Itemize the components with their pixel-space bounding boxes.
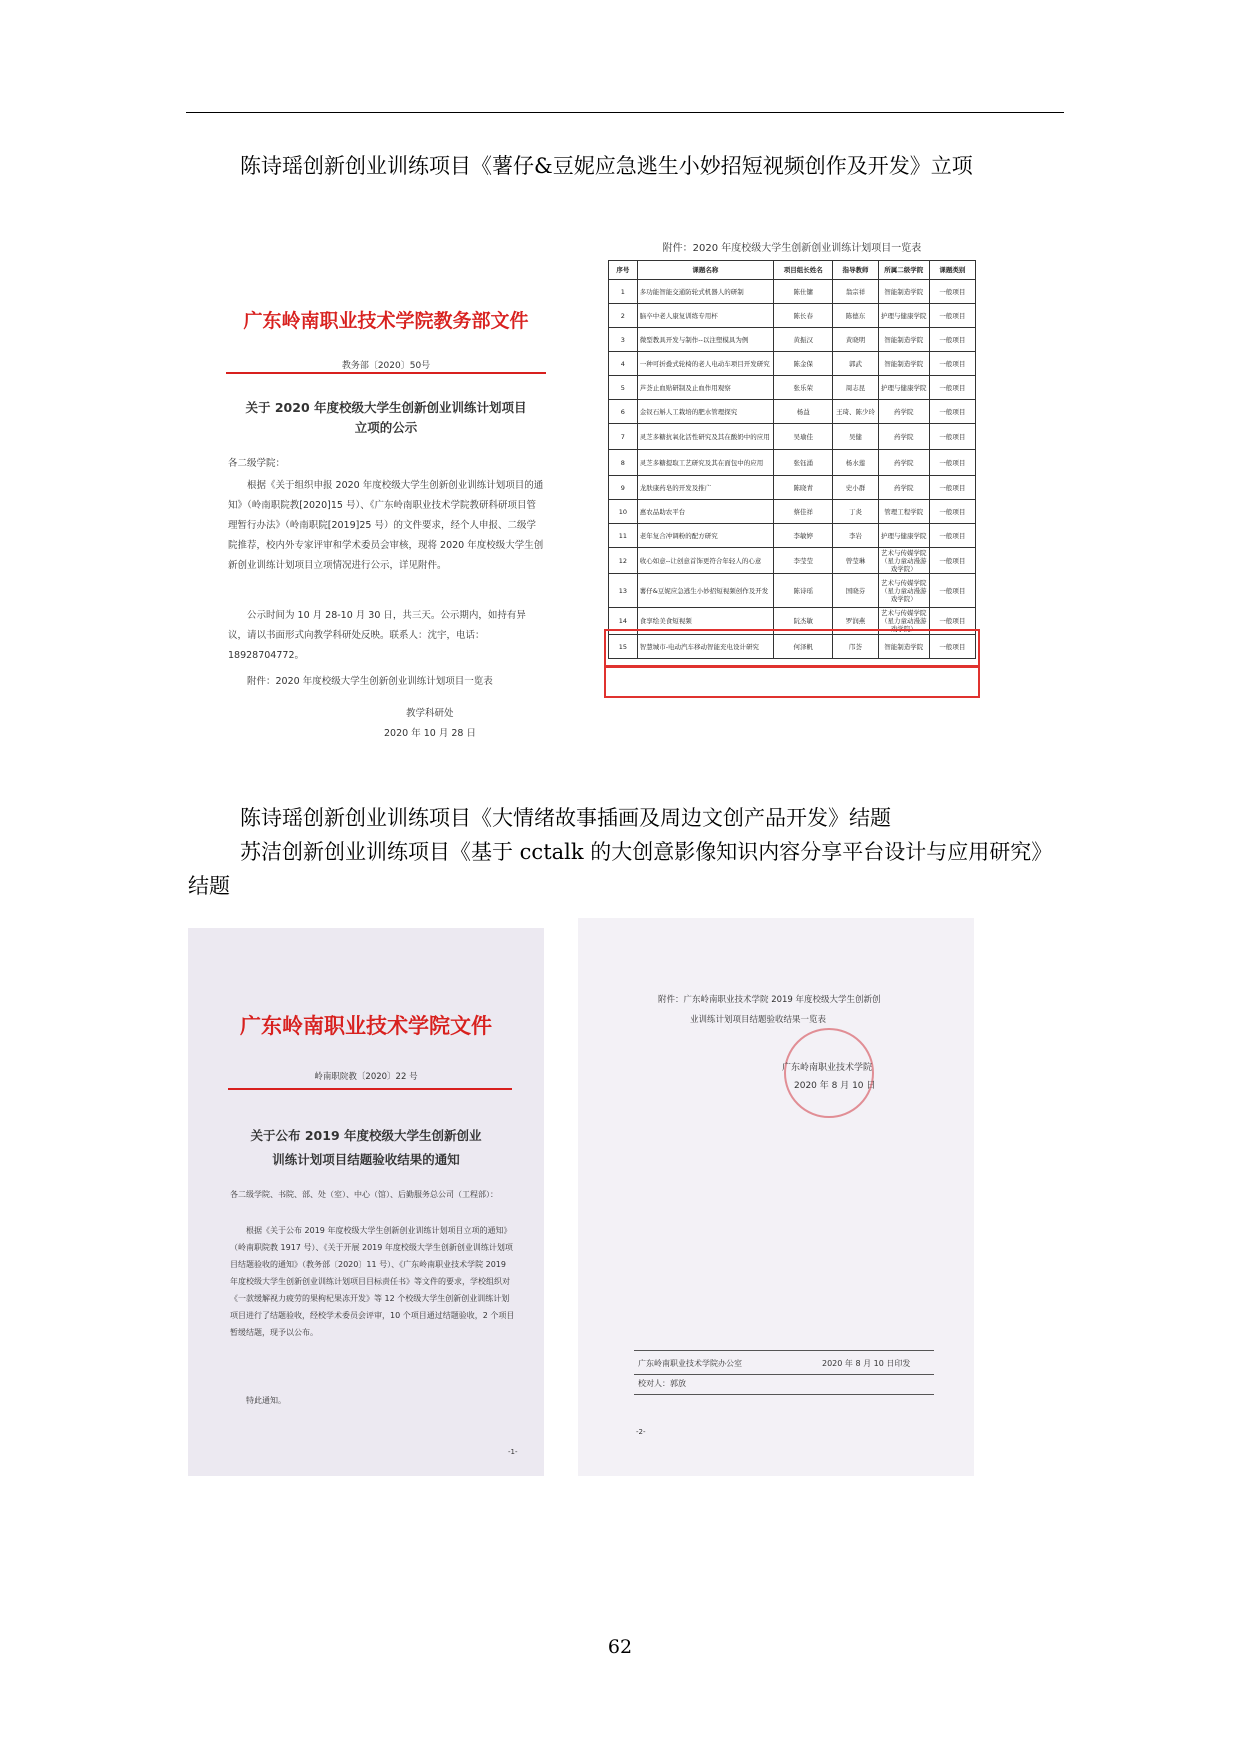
cell-advisor: 李岩 (833, 524, 878, 548)
cell-category: 一般项目 (929, 608, 975, 635)
doc3-rule-bottom (634, 1394, 934, 1395)
cell-index: 1 (609, 280, 638, 304)
doc2-paragraph-2: 特此通知。 (246, 1396, 286, 1405)
cell-category: 一般项目 (929, 328, 975, 352)
cell-title: 灵芝多糖提取工艺研究及其在面包中的应用 (637, 450, 773, 476)
scan-completion-attachment (578, 918, 974, 1476)
doc1-redline (226, 372, 546, 374)
header-rule (186, 112, 1064, 113)
doc2-redline (228, 1088, 512, 1090)
cell-college: 艺术与传媒学院（星力童动漫游戏学院） (878, 548, 929, 574)
th-college: 所属二级学院 (878, 261, 929, 280)
table-row (609, 450, 976, 476)
table-row (609, 548, 976, 574)
table-row (609, 424, 976, 450)
cell-college: 智能制造学院 (878, 352, 929, 376)
cell-index: 5 (609, 376, 638, 400)
doc2-title: 广东岭南职业技术学院文件 (240, 1014, 492, 1038)
cell-leader: 陈长春 (774, 304, 833, 328)
cell-advisor: 黄晓明 (833, 328, 878, 352)
doc1-signer: 教学科研处 (406, 708, 454, 719)
heading-project-completion-1: 陈诗瑶创新创业训练项目《大情绪故事插画及周边文创产品开发》结题 (240, 806, 891, 830)
cell-title: 龙肤康药皂的开发及推广 (637, 476, 773, 500)
highlight-row-14 (604, 666, 980, 698)
th-title: 课题名称 (637, 261, 773, 280)
table-row (609, 500, 976, 524)
cell-index: 3 (609, 328, 638, 352)
cell-index: 14 (609, 608, 638, 635)
cell-category: 一般项目 (929, 304, 975, 328)
cell-leader: 蔡佳祥 (774, 500, 833, 524)
doc2-subject-line1: 关于公布 2019 年度校级大学生创新创业 (250, 1128, 482, 1143)
doc2-page: -1- (508, 1448, 518, 1456)
doc1-paragraph-2: 公示时间为 10 月 28-10 月 30 日，共三天。公示期内，如持有异议，请以书面形式向教学科研处反映。联系人：沈宇，电话：18928704772。 (228, 610, 526, 661)
cell-title: 多功能智能交通防轮式机器人的研制 (637, 280, 773, 304)
cell-leader: 张乐荣 (774, 376, 833, 400)
cell-index: 10 (609, 500, 638, 524)
table-row (609, 376, 976, 400)
cell-college: 护理与健康学院 (878, 524, 929, 548)
cell-leader: 李莹莹 (774, 548, 833, 574)
doc3-page: -2- (636, 1428, 646, 1436)
doc3-attachment-line2: 业训练计划项目结题验收结果一览表 (690, 1015, 827, 1025)
doc3-attachment-line1: 附件：广东岭南职业技术学院 2019 年度校级大学生创新创 (658, 995, 881, 1005)
scan-project-table (600, 242, 984, 728)
highlight-row-13 (604, 629, 980, 667)
page-number: 62 (607, 1636, 633, 1658)
scan-completion-notice (188, 928, 544, 1476)
doc1-date: 2020 年 10 月 28 日 (384, 728, 476, 739)
cell-category: 一般项目 (929, 352, 975, 376)
doc3-issuer: 广东岭南职业技术学院 (782, 1063, 873, 1073)
scan-approval-notice (216, 246, 556, 752)
cell-leader: 陈金保 (774, 352, 833, 376)
cell-leader: 黄振汉 (774, 328, 833, 352)
doc2-number: 岭南职院教〔2020〕22 号 (314, 1072, 418, 1082)
cell-college: 药学院 (878, 400, 929, 424)
cell-advisor: 杨水莲 (833, 450, 878, 476)
doc1-title: 广东岭南职业技术学院教务部文件 (243, 310, 529, 332)
table-row (609, 304, 976, 328)
doc1-paragraph-1: 根据《关于组织申报 2020 年度校级大学生创新创业训练计划项目的通知》（岭南职院教[2020]15 号）、《广东岭南职业技术学院教研科研项目管理暂行办法》（岭南职院[2019]25 号）的文件要求，经个人申报、二级学院推荐，校内外专家评审和学术委员会审核，现将 2020 年度校级大学生创新创业训练计划项目立项情况进行公示，详见附件。 (228, 480, 544, 571)
table-row (609, 400, 976, 424)
cell-index: 6 (609, 400, 638, 424)
cell-college: 药学院 (878, 424, 929, 450)
cell-college: 药学院 (878, 476, 929, 500)
cell-advisor: 曾莹琳 (833, 548, 878, 574)
cell-college: 智能制造学院 (878, 280, 929, 304)
doc3-office: 广东岭南职业技术学院办公室 (638, 1359, 742, 1368)
cell-advisor: 邝荟 (833, 635, 878, 659)
cell-college: 艺术与传媒学院（星力童动漫游戏学院） (878, 574, 929, 608)
cell-title: 老年复合冲调粉的配方研究 (637, 524, 773, 548)
cell-leader: 张钰涌 (774, 450, 833, 476)
cell-advisor: 王琦、陈少玲 (833, 400, 878, 424)
th-advisor: 指导教师 (833, 261, 878, 280)
cell-category: 一般项目 (929, 548, 975, 574)
doc3-rule-top (634, 1350, 934, 1351)
cell-advisor: 丁炎 (833, 500, 878, 524)
doc1-subject-line1: 关于 2020 年度校级大学生创新创业训练计划项目 (245, 400, 527, 415)
cell-college: 护理与健康学院 (878, 376, 929, 400)
doc1-attachment: 附件：2020 年度校级大学生创新创业训练计划项目一览表 (247, 676, 493, 687)
cell-leader: 李敏婷 (774, 524, 833, 548)
cell-leader: 陈仕镛 (774, 280, 833, 304)
doc3-date: 2020 年 8 月 10 日 (794, 1081, 876, 1091)
cell-title: 薯仔&豆妮应急逃生小妙招短视频创作及开发 (637, 574, 773, 608)
cell-college: 智能制造学院 (878, 635, 929, 659)
cell-category: 一般项目 (929, 400, 975, 424)
cell-leader: 陈诗瑶 (774, 574, 833, 608)
cell-index: 15 (609, 635, 638, 659)
cell-leader: 何泽帆 (774, 635, 833, 659)
project-table (608, 260, 976, 659)
table-header-row (609, 261, 976, 280)
doc3-print-date: 2020 年 8 月 10 日印发 (822, 1359, 911, 1368)
doc1-number: 教务部〔2020〕50号 (341, 361, 431, 371)
doc3-proofreader: 校对人：郭放 (638, 1379, 686, 1388)
table-row (609, 574, 976, 608)
cell-category: 一般项目 (929, 524, 975, 548)
cell-category: 一般项目 (929, 280, 975, 304)
cell-advisor: 郭武 (833, 352, 878, 376)
table-row (609, 524, 976, 548)
cell-college: 药学院 (878, 450, 929, 476)
cell-title: 微型教具开发与制作--以注塑模具为例 (637, 328, 773, 352)
cell-index: 13 (609, 574, 638, 608)
cell-advisor: 史小群 (833, 476, 878, 500)
doc2-salutation: 各二级学院、书院、部、处（室）、中心（馆）、后勤服务总公司（工程部）： (230, 1190, 498, 1199)
heading-project-completion-2: 苏洁创新创业训练项目《基于 cctalk 的大创意影像知识内容分享平台设计与应用研究》 (240, 840, 1053, 864)
cell-leader: 陈晓青 (774, 476, 833, 500)
cell-college: 护理与健康学院 (878, 304, 929, 328)
table-row (609, 476, 976, 500)
cell-index: 2 (609, 304, 638, 328)
cell-advisor: 陈德东 (833, 304, 878, 328)
cell-advisor: 翁宗祥 (833, 280, 878, 304)
cell-leader: 吴瑜佳 (774, 424, 833, 450)
cell-college: 智能制造学院 (878, 328, 929, 352)
table-caption: 附件：2020 年度校级大学生创新创业训练计划项目一览表 (662, 243, 922, 254)
cell-category: 一般项目 (929, 450, 975, 476)
cell-title: 一种可折叠式轮椅的老人电动车项目开发研究 (637, 352, 773, 376)
th-index: 序号 (609, 261, 638, 280)
cell-title: 金钗石斛人工栽培的肥水管理探究 (637, 400, 773, 424)
cell-index: 11 (609, 524, 638, 548)
cell-index: 12 (609, 548, 638, 574)
cell-advisor: 周志昆 (833, 376, 878, 400)
cell-advisor: 吴健 (833, 424, 878, 450)
cell-title: 芦荟止血贴研制及止血作用观察 (637, 376, 773, 400)
doc2-subject-line2: 训练计划项目结题验收结果的通知 (272, 1152, 460, 1167)
table-row (609, 352, 976, 376)
doc1-salutation: 各二级学院： (228, 458, 286, 469)
cell-category: 一般项目 (929, 424, 975, 450)
cell-leader: 杨益 (774, 400, 833, 424)
table-body (609, 280, 976, 659)
heading-project-approval: 陈诗瑶创新创业训练项目《薯仔&豆妮应急逃生小妙招短视频创作及开发》立项 (240, 154, 973, 178)
cell-leader: 阮杰敏 (774, 608, 833, 635)
cell-index: 7 (609, 424, 638, 450)
heading-project-completion-2-tail: 结题 (188, 874, 230, 898)
cell-college: 艺术与传媒学院（星力童动漫游戏学院） (878, 608, 929, 635)
cell-title: 脑卒中老人康复训练专用杯 (637, 304, 773, 328)
table-row (609, 280, 976, 304)
cell-advisor: 罗润燕 (833, 608, 878, 635)
cell-index: 9 (609, 476, 638, 500)
cell-index: 8 (609, 450, 638, 476)
cell-category: 一般项目 (929, 635, 975, 659)
cell-index: 4 (609, 352, 638, 376)
cell-title: 灵芝多糖抗氧化活性研究及其在酸奶中的应用 (637, 424, 773, 450)
th-category: 课题类别 (929, 261, 975, 280)
cell-title: 收心如意--让创意首饰更符合年轻人的心意 (637, 548, 773, 574)
cell-category: 一般项目 (929, 476, 975, 500)
table-row (609, 328, 976, 352)
cell-category: 一般项目 (929, 500, 975, 524)
cell-college: 管理工程学院 (878, 500, 929, 524)
doc1-subject-line2: 立项的公示 (354, 420, 418, 435)
doc2-paragraph-1: 根据《关于公布 2019 年度校级大学生创新创业训练计划项目立项的通知》（岭南职院教 1917 号）、《关于开展 2019 年度校级大学生创新创业训练计划项目结题验收的通知》（教务部〔2020〕11 号）、《广东岭南职业技术学院 2019 年度校级大学生创新创业训练计划项目目标责任书》等文件的要求，学校组织对《一款缓解视力疲劳的果枸杞果冻开发》等 12 个校级大学生创新创业训练计划项目进行了结题验收，经校学术委员会评审，10 个项目通过结题验收，2 个项目暂缓结题，现予以公布。 (230, 1226, 515, 1337)
th-leader: 项目组长姓名 (774, 261, 833, 280)
cell-category: 一般项目 (929, 574, 975, 608)
cell-advisor: 国晓芬 (833, 574, 878, 608)
cell-title: 智慧城市-电动汽车移动智能充电设计研究 (637, 635, 773, 659)
cell-title: 食享绘美食短视频 (637, 608, 773, 635)
cell-category: 一般项目 (929, 376, 975, 400)
cell-title: 惠农品助农平台 (637, 500, 773, 524)
